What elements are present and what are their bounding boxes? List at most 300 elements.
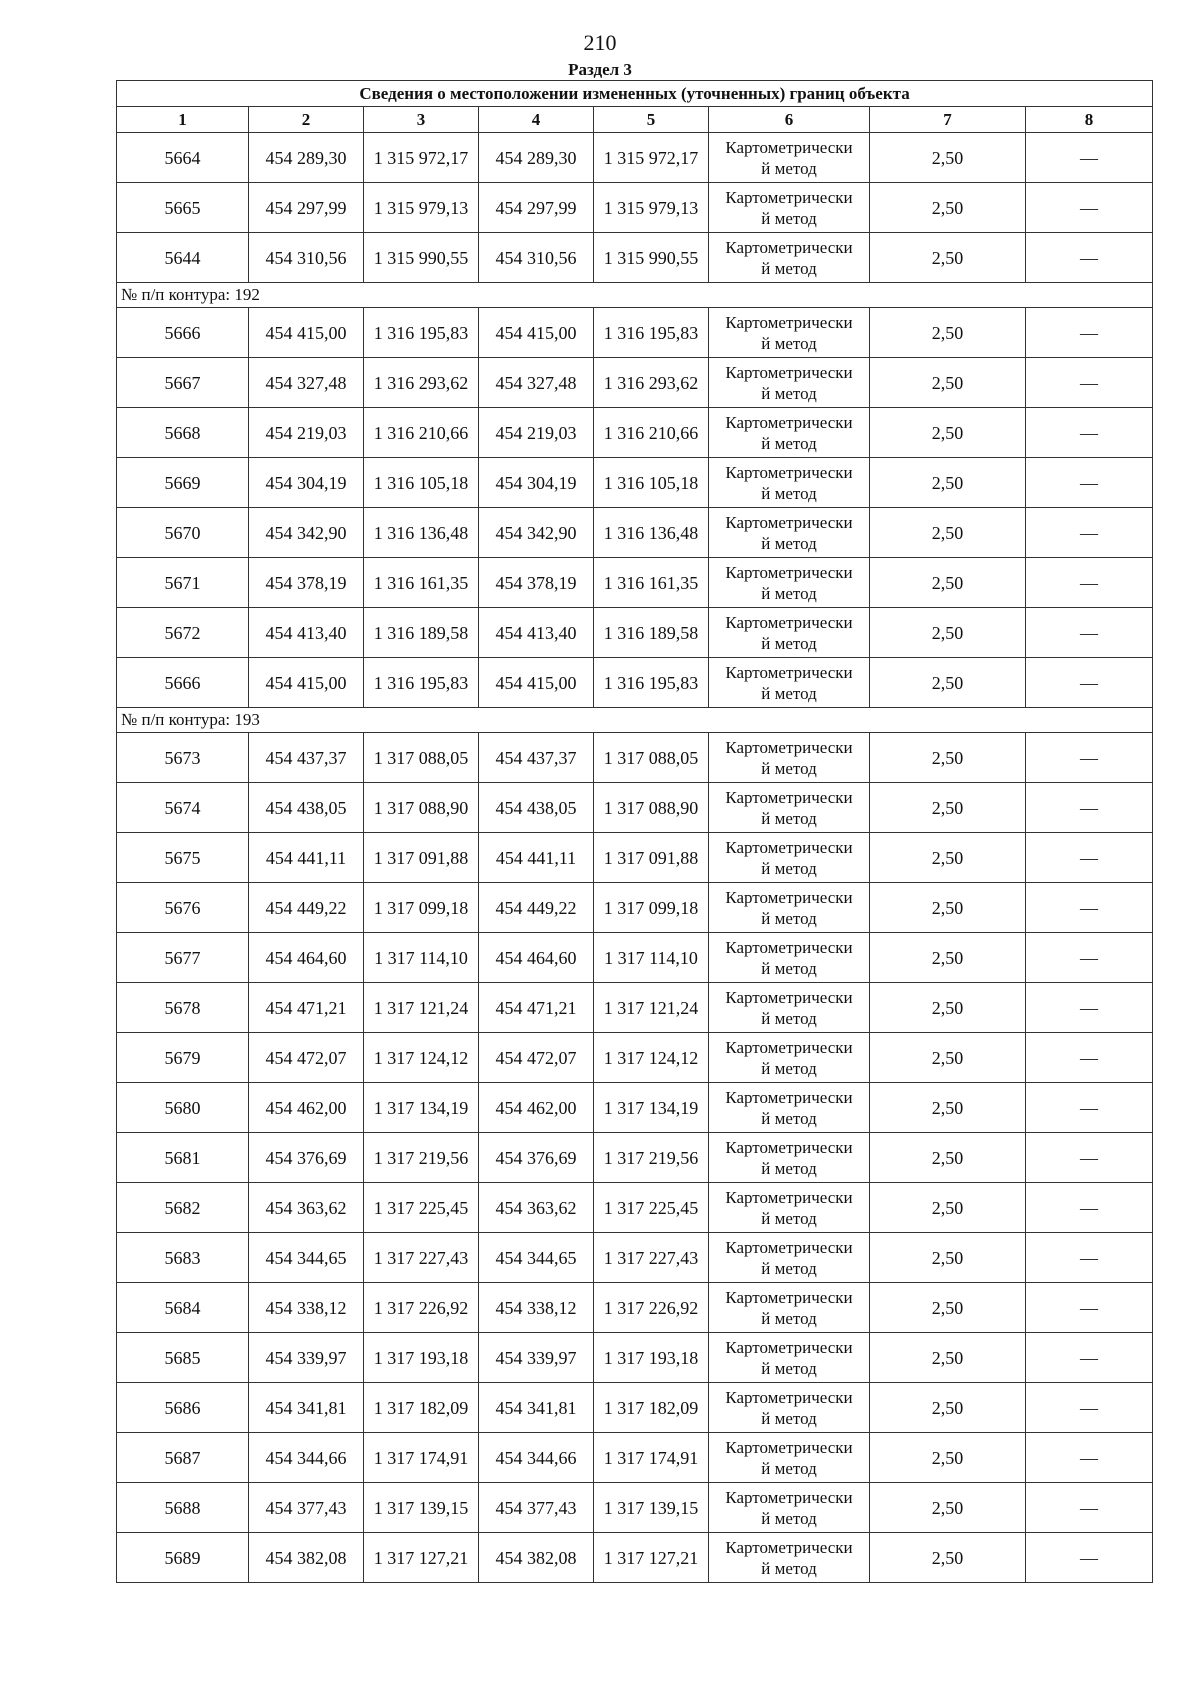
x-existing-cell: 454 415,00: [249, 308, 364, 358]
x-existing-cell: 454 437,37: [249, 733, 364, 783]
method-line: й метод: [761, 1408, 817, 1428]
table-row: [117, 508, 1153, 558]
method-line: й метод: [761, 633, 817, 653]
accuracy-cell: 2,50: [870, 458, 1026, 508]
method-line: Картометрически: [725, 187, 853, 207]
x-existing-cell: 454 462,00: [249, 1083, 364, 1133]
table-row: [117, 133, 1153, 183]
description-cell: —: [1026, 358, 1153, 408]
description-cell: —: [1026, 1383, 1153, 1433]
accuracy-cell: 2,50: [870, 1233, 1026, 1283]
table-row: [117, 1233, 1153, 1283]
method-cell: [709, 558, 870, 608]
table-row: [117, 1383, 1153, 1433]
x-existing-cell: 454 415,00: [249, 658, 364, 708]
method-line: й метод: [761, 333, 817, 353]
method-cell: [709, 1083, 870, 1133]
description-cell: —: [1026, 1033, 1153, 1083]
y-existing-cell: 1 317 088,90: [364, 783, 479, 833]
accuracy-cell: 2,50: [870, 1333, 1026, 1383]
method-cell: [709, 608, 870, 658]
y-existing-cell: 1 317 124,12: [364, 1033, 479, 1083]
description-cell: —: [1026, 1083, 1153, 1133]
method-cell: [709, 358, 870, 408]
y-new-cell: 1 317 088,90: [594, 783, 709, 833]
x-existing-cell: 454 382,08: [249, 1533, 364, 1583]
method-line: Картометрически: [725, 1187, 853, 1207]
accuracy-cell: 2,50: [870, 983, 1026, 1033]
x-new-cell: 454 289,30: [479, 133, 594, 183]
description-cell: —: [1026, 1183, 1153, 1233]
method-line: Картометрически: [725, 887, 853, 907]
method-line: й метод: [761, 683, 817, 703]
y-existing-cell: 1 317 134,19: [364, 1083, 479, 1133]
accuracy-cell: 2,50: [870, 933, 1026, 983]
x-existing-cell: 454 376,69: [249, 1133, 364, 1183]
y-existing-cell: 1 317 121,24: [364, 983, 479, 1033]
table-row: [117, 1533, 1153, 1583]
point-number-cell: 5675: [117, 833, 249, 883]
table-row: [117, 783, 1153, 833]
x-new-cell: 454 472,07: [479, 1033, 594, 1083]
y-existing-cell: 1 316 195,83: [364, 658, 479, 708]
x-existing-cell: 454 338,12: [249, 1283, 364, 1333]
x-existing-cell: 454 297,99: [249, 183, 364, 233]
method-cell: [709, 1383, 870, 1433]
column-number-row: [117, 107, 1153, 133]
x-existing-cell: 454 342,90: [249, 508, 364, 558]
description-cell: —: [1026, 933, 1153, 983]
method-line: Картометрически: [725, 612, 853, 632]
point-number-cell: 5668: [117, 408, 249, 458]
method-line: й метод: [761, 583, 817, 603]
method-line: й метод: [761, 1358, 817, 1378]
description-cell: —: [1026, 233, 1153, 283]
accuracy-cell: 2,50: [870, 508, 1026, 558]
method-line: Картометрически: [725, 137, 853, 157]
x-existing-cell: 454 219,03: [249, 408, 364, 458]
point-number-cell: 5667: [117, 358, 249, 408]
description-cell: —: [1026, 183, 1153, 233]
y-new-cell: 1 316 189,58: [594, 608, 709, 658]
y-existing-cell: 1 316 210,66: [364, 408, 479, 458]
method-cell: [709, 1433, 870, 1483]
method-cell: [709, 1283, 870, 1333]
table-row: [117, 658, 1153, 708]
method-line: Картометрически: [725, 312, 853, 332]
method-cell: [709, 1483, 870, 1533]
y-new-cell: 1 317 134,19: [594, 1083, 709, 1133]
method-line: й метод: [761, 1258, 817, 1278]
point-number-cell: 5689: [117, 1533, 249, 1583]
method-line: Картометрически: [725, 1087, 853, 1107]
accuracy-cell: 2,50: [870, 1083, 1026, 1133]
method-line: Картометрически: [725, 1137, 853, 1157]
accuracy-cell: 2,50: [870, 608, 1026, 658]
method-line: Картометрически: [725, 1337, 853, 1357]
description-cell: —: [1026, 1283, 1153, 1333]
method-cell: [709, 783, 870, 833]
method-line: й метод: [761, 383, 817, 403]
method-cell: [709, 508, 870, 558]
accuracy-cell: 2,50: [870, 133, 1026, 183]
method-line: Картометрически: [725, 412, 853, 432]
y-existing-cell: 1 315 972,17: [364, 133, 479, 183]
method-line: Картометрически: [725, 1487, 853, 1507]
x-existing-cell: 454 378,19: [249, 558, 364, 608]
method-line: Картометрически: [725, 562, 853, 582]
y-new-cell: 1 317 227,43: [594, 1233, 709, 1283]
y-new-cell: 1 317 219,56: [594, 1133, 709, 1183]
method-line: й метод: [761, 1008, 817, 1028]
accuracy-cell: 2,50: [870, 883, 1026, 933]
x-new-cell: 454 339,97: [479, 1333, 594, 1383]
accuracy-cell: 2,50: [870, 783, 1026, 833]
x-new-cell: 454 376,69: [479, 1133, 594, 1183]
table-title-row: [117, 81, 1153, 107]
method-line: й метод: [761, 1558, 817, 1578]
point-number-cell: 5688: [117, 1483, 249, 1533]
x-new-cell: 454 219,03: [479, 408, 594, 458]
accuracy-cell: 2,50: [870, 1133, 1026, 1183]
y-existing-cell: 1 316 161,35: [364, 558, 479, 608]
method-line: й метод: [761, 758, 817, 778]
contour-label: № п/п контура: 192: [117, 283, 1153, 308]
x-new-cell: 454 471,21: [479, 983, 594, 1033]
x-new-cell: 454 415,00: [479, 308, 594, 358]
accuracy-cell: 2,50: [870, 1483, 1026, 1533]
method-cell: [709, 233, 870, 283]
method-cell: [709, 933, 870, 983]
point-number-cell: 5670: [117, 508, 249, 558]
description-cell: —: [1026, 558, 1153, 608]
y-existing-cell: 1 317 182,09: [364, 1383, 479, 1433]
description-cell: —: [1026, 508, 1153, 558]
x-new-cell: 454 344,65: [479, 1233, 594, 1283]
point-number-cell: 5685: [117, 1333, 249, 1383]
accuracy-cell: 2,50: [870, 733, 1026, 783]
x-existing-cell: 454 341,81: [249, 1383, 364, 1433]
y-existing-cell: 1 317 099,18: [364, 883, 479, 933]
table-row: [117, 308, 1153, 358]
x-existing-cell: 454 438,05: [249, 783, 364, 833]
y-new-cell: 1 317 124,12: [594, 1033, 709, 1083]
description-cell: —: [1026, 783, 1153, 833]
x-new-cell: 454 413,40: [479, 608, 594, 658]
method-line: Картометрически: [725, 1287, 853, 1307]
contour-label: № п/п контура: 193: [117, 708, 1153, 733]
table-row: [117, 1133, 1153, 1183]
point-number-cell: 5666: [117, 658, 249, 708]
column-header: 1: [117, 107, 249, 133]
accuracy-cell: 2,50: [870, 1433, 1026, 1483]
description-cell: —: [1026, 658, 1153, 708]
point-number-cell: 5682: [117, 1183, 249, 1233]
table-row: [117, 933, 1153, 983]
method-line: Картометрически: [725, 1387, 853, 1407]
description-cell: —: [1026, 1433, 1153, 1483]
y-new-cell: 1 317 114,10: [594, 933, 709, 983]
point-number-cell: 5677: [117, 933, 249, 983]
method-cell: [709, 1533, 870, 1583]
point-number-cell: 5678: [117, 983, 249, 1033]
x-existing-cell: 454 441,11: [249, 833, 364, 883]
method-cell: [709, 658, 870, 708]
y-new-cell: 1 316 195,83: [594, 308, 709, 358]
y-existing-cell: 1 316 105,18: [364, 458, 479, 508]
contour-row: [117, 283, 1153, 308]
x-existing-cell: 454 471,21: [249, 983, 364, 1033]
y-existing-cell: 1 316 189,58: [364, 608, 479, 658]
y-existing-cell: 1 316 136,48: [364, 508, 479, 558]
method-line: Картометрически: [725, 737, 853, 757]
y-new-cell: 1 316 210,66: [594, 408, 709, 458]
y-new-cell: 1 315 990,55: [594, 233, 709, 283]
y-new-cell: 1 317 225,45: [594, 1183, 709, 1233]
table-row: [117, 1333, 1153, 1383]
point-number-cell: 5684: [117, 1283, 249, 1333]
x-existing-cell: 454 363,62: [249, 1183, 364, 1233]
x-existing-cell: 454 327,48: [249, 358, 364, 408]
table-row: [117, 408, 1153, 458]
table-row: [117, 883, 1153, 933]
x-new-cell: 454 341,81: [479, 1383, 594, 1433]
table-row: [117, 1483, 1153, 1533]
method-line: й метод: [761, 1458, 817, 1478]
description-cell: —: [1026, 1233, 1153, 1283]
y-new-cell: 1 316 161,35: [594, 558, 709, 608]
accuracy-cell: 2,50: [870, 1533, 1026, 1583]
point-number-cell: 5686: [117, 1383, 249, 1433]
x-new-cell: 454 464,60: [479, 933, 594, 983]
description-cell: —: [1026, 983, 1153, 1033]
x-new-cell: 454 415,00: [479, 658, 594, 708]
y-new-cell: 1 316 136,48: [594, 508, 709, 558]
method-line: й метод: [761, 1208, 817, 1228]
description-cell: —: [1026, 1533, 1153, 1583]
column-header: 3: [364, 107, 479, 133]
y-existing-cell: 1 316 195,83: [364, 308, 479, 358]
y-new-cell: 1 317 121,24: [594, 983, 709, 1033]
method-cell: [709, 1033, 870, 1083]
y-existing-cell: 1 317 088,05: [364, 733, 479, 783]
x-existing-cell: 454 472,07: [249, 1033, 364, 1083]
x-new-cell: 454 310,56: [479, 233, 594, 283]
method-line: й метод: [761, 1308, 817, 1328]
y-existing-cell: 1 315 990,55: [364, 233, 479, 283]
y-new-cell: 1 317 091,88: [594, 833, 709, 883]
method-line: Картометрически: [725, 462, 853, 482]
description-cell: —: [1026, 1333, 1153, 1383]
y-new-cell: 1 317 193,18: [594, 1333, 709, 1383]
method-line: Картометрически: [725, 1537, 853, 1557]
method-cell: [709, 308, 870, 358]
method-line: й метод: [761, 908, 817, 928]
x-new-cell: 454 297,99: [479, 183, 594, 233]
table-row: [117, 733, 1153, 783]
table-row: [117, 1033, 1153, 1083]
y-new-cell: 1 317 088,05: [594, 733, 709, 783]
method-cell: [709, 1233, 870, 1283]
column-header: 5: [594, 107, 709, 133]
description-cell: —: [1026, 833, 1153, 883]
method-line: й метод: [761, 858, 817, 878]
method-cell: [709, 883, 870, 933]
table-row: [117, 358, 1153, 408]
description-cell: —: [1026, 608, 1153, 658]
y-new-cell: 1 315 979,13: [594, 183, 709, 233]
table-row: [117, 1183, 1153, 1233]
method-cell: [709, 133, 870, 183]
method-cell: [709, 183, 870, 233]
y-new-cell: 1 317 226,92: [594, 1283, 709, 1333]
method-line: й метод: [761, 1058, 817, 1078]
x-new-cell: 454 304,19: [479, 458, 594, 508]
table-row: [117, 233, 1153, 283]
accuracy-cell: 2,50: [870, 1383, 1026, 1433]
y-existing-cell: 1 317 091,88: [364, 833, 479, 883]
table-row: [117, 458, 1153, 508]
description-cell: —: [1026, 308, 1153, 358]
method-cell: [709, 458, 870, 508]
description-cell: —: [1026, 133, 1153, 183]
method-line: Картометрически: [725, 1437, 853, 1457]
accuracy-cell: 2,50: [870, 1183, 1026, 1233]
method-line: Картометрически: [725, 512, 853, 532]
point-number-cell: 5644: [117, 233, 249, 283]
column-header: 6: [709, 107, 870, 133]
x-new-cell: 454 382,08: [479, 1533, 594, 1583]
y-existing-cell: 1 315 979,13: [364, 183, 479, 233]
accuracy-cell: 2,50: [870, 408, 1026, 458]
y-existing-cell: 1 317 139,15: [364, 1483, 479, 1533]
x-existing-cell: 454 413,40: [249, 608, 364, 658]
method-cell: [709, 408, 870, 458]
page-number: 210: [583, 30, 617, 55]
method-line: Картометрически: [725, 1237, 853, 1257]
method-line: Картометрически: [725, 937, 853, 957]
x-new-cell: 454 344,66: [479, 1433, 594, 1483]
column-header: 7: [870, 107, 1026, 133]
method-line: Картометрически: [725, 362, 853, 382]
point-number-cell: 5681: [117, 1133, 249, 1183]
accuracy-cell: 2,50: [870, 233, 1026, 283]
method-cell: [709, 1333, 870, 1383]
accuracy-cell: 2,50: [870, 658, 1026, 708]
column-header: 2: [249, 107, 364, 133]
y-new-cell: 1 317 099,18: [594, 883, 709, 933]
table-row: [117, 558, 1153, 608]
table-row: [117, 1083, 1153, 1133]
y-new-cell: 1 317 174,91: [594, 1433, 709, 1483]
y-existing-cell: 1 317 227,43: [364, 1233, 479, 1283]
x-existing-cell: 454 310,56: [249, 233, 364, 283]
description-cell: —: [1026, 1133, 1153, 1183]
accuracy-cell: 2,50: [870, 833, 1026, 883]
point-number-cell: 5687: [117, 1433, 249, 1483]
method-line: й метод: [761, 208, 817, 228]
x-existing-cell: 454 344,65: [249, 1233, 364, 1283]
method-line: Картометрически: [725, 1037, 853, 1057]
method-line: й метод: [761, 808, 817, 828]
y-new-cell: 1 316 105,18: [594, 458, 709, 508]
method-cell: [709, 983, 870, 1033]
method-cell: [709, 733, 870, 783]
point-number-cell: 5680: [117, 1083, 249, 1133]
accuracy-cell: 2,50: [870, 358, 1026, 408]
y-existing-cell: 1 317 193,18: [364, 1333, 479, 1383]
y-new-cell: 1 317 139,15: [594, 1483, 709, 1533]
y-existing-cell: 1 317 114,10: [364, 933, 479, 983]
y-new-cell: 1 316 293,62: [594, 358, 709, 408]
x-existing-cell: 454 289,30: [249, 133, 364, 183]
point-number-cell: 5672: [117, 608, 249, 658]
point-number-cell: 5669: [117, 458, 249, 508]
x-new-cell: 454 377,43: [479, 1483, 594, 1533]
point-number-cell: 5676: [117, 883, 249, 933]
y-new-cell: 1 316 195,83: [594, 658, 709, 708]
y-new-cell: 1 317 127,21: [594, 1533, 709, 1583]
x-new-cell: 454 441,11: [479, 833, 594, 883]
x-new-cell: 454 378,19: [479, 558, 594, 608]
x-existing-cell: 454 344,66: [249, 1433, 364, 1483]
x-new-cell: 454 449,22: [479, 883, 594, 933]
description-cell: —: [1026, 1483, 1153, 1533]
accuracy-cell: 2,50: [870, 308, 1026, 358]
point-number-cell: 5683: [117, 1233, 249, 1283]
x-new-cell: 454 338,12: [479, 1283, 594, 1333]
method-line: й метод: [761, 1158, 817, 1178]
method-line: й метод: [761, 958, 817, 978]
x-existing-cell: 454 464,60: [249, 933, 364, 983]
point-number-cell: 5679: [117, 1033, 249, 1083]
method-line: й метод: [761, 483, 817, 503]
column-header: 4: [479, 107, 594, 133]
method-line: й метод: [761, 433, 817, 453]
point-number-cell: 5674: [117, 783, 249, 833]
contour-row: [117, 708, 1153, 733]
method-line: й метод: [761, 158, 817, 178]
x-new-cell: 454 327,48: [479, 358, 594, 408]
method-line: Картометрически: [725, 237, 853, 257]
point-number-cell: 5664: [117, 133, 249, 183]
table-row: [117, 833, 1153, 883]
x-new-cell: 454 437,37: [479, 733, 594, 783]
y-new-cell: 1 315 972,17: [594, 133, 709, 183]
method-cell: [709, 833, 870, 883]
table-row: [117, 1433, 1153, 1483]
description-cell: —: [1026, 733, 1153, 783]
x-existing-cell: 454 339,97: [249, 1333, 364, 1383]
method-line: й метод: [761, 1108, 817, 1128]
x-new-cell: 454 363,62: [479, 1183, 594, 1233]
section-title: Раздел 3: [568, 60, 632, 79]
method-line: й метод: [761, 1508, 817, 1528]
method-cell: [709, 1133, 870, 1183]
y-existing-cell: 1 317 225,45: [364, 1183, 479, 1233]
x-new-cell: 454 462,00: [479, 1083, 594, 1133]
accuracy-cell: 2,50: [870, 1033, 1026, 1083]
point-number-cell: 5673: [117, 733, 249, 783]
accuracy-cell: 2,50: [870, 1283, 1026, 1333]
description-cell: —: [1026, 458, 1153, 508]
table-row: [117, 983, 1153, 1033]
table-row: [117, 1283, 1153, 1333]
method-line: й метод: [761, 533, 817, 553]
x-new-cell: 454 342,90: [479, 508, 594, 558]
y-existing-cell: 1 317 174,91: [364, 1433, 479, 1483]
method-line: Картометрически: [725, 987, 853, 1007]
